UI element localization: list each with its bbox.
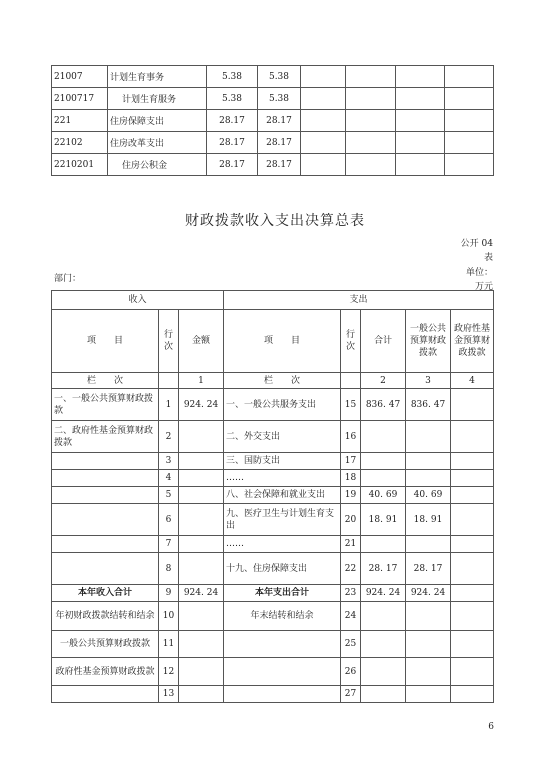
table-row <box>52 421 494 453</box>
empty-cell <box>301 66 346 88</box>
income-row-no: 7 <box>159 536 179 553</box>
table-row <box>52 553 494 585</box>
expense-row-no: 25 <box>341 631 361 658</box>
expense-row-no: 21 <box>341 536 361 553</box>
fund-budget-header: 政府性基金预算财政拨款 <box>451 310 494 373</box>
expense-total <box>361 453 406 470</box>
table-row <box>52 602 494 631</box>
top-table-row <box>52 132 494 154</box>
category-name: 计划生育服务 <box>108 88 207 110</box>
expense-item <box>224 658 341 686</box>
expense-row-no: 17 <box>341 453 361 470</box>
income-row-no: 5 <box>159 487 179 504</box>
expense-total <box>361 631 406 658</box>
expense-row-no: 24 <box>341 602 361 631</box>
expense-fund <box>451 421 494 453</box>
unit-value: 万元 <box>474 282 493 292</box>
amount-basic: 28.17 <box>258 132 301 154</box>
income-item <box>52 686 159 703</box>
income-amount <box>179 536 224 553</box>
income-row-no: 11 <box>159 631 179 658</box>
table-row <box>52 585 494 602</box>
empty-cell <box>396 88 445 110</box>
table-row <box>52 504 494 536</box>
amount-total: 5.38 <box>207 88 258 110</box>
income-item <box>52 453 159 470</box>
expense-general <box>406 421 451 453</box>
expense-total <box>361 658 406 686</box>
expense-general <box>406 536 451 553</box>
expense-general <box>406 658 451 686</box>
expense-item: 本年支出合计 <box>224 585 341 602</box>
empty-cell <box>445 88 494 110</box>
amount-total: 28.17 <box>207 132 258 154</box>
column-blank-2 <box>341 373 361 389</box>
expense-total: 836. 47 <box>361 389 406 421</box>
income-amount: 924. 24 <box>179 389 224 421</box>
row-no-header: 行次 <box>159 310 179 373</box>
category-code: 22102 <box>52 132 108 154</box>
income-amount <box>179 602 224 631</box>
empty-cell <box>396 110 445 132</box>
empty-cell <box>346 66 396 88</box>
expense-total <box>361 602 406 631</box>
empty-cell <box>346 154 396 176</box>
income-item: 一、一般公共预算财政拨款 <box>52 389 159 421</box>
income-row-no: 12 <box>159 658 179 686</box>
empty-cell <box>396 66 445 88</box>
expense-row-no: 16 <box>341 421 361 453</box>
income-amount <box>179 453 224 470</box>
income-row-no: 10 <box>159 602 179 631</box>
column-number-row <box>52 373 494 389</box>
expense-fund <box>451 553 494 585</box>
column-label-right: 栏 次 <box>224 373 341 389</box>
header-row-columns <box>52 310 494 373</box>
income-row-no: 8 <box>159 553 179 585</box>
expense-general <box>406 686 451 703</box>
income-amount <box>179 686 224 703</box>
category-code: 21007 <box>52 66 108 88</box>
top-table-row <box>52 154 494 176</box>
income-row-no: 1 <box>159 389 179 421</box>
empty-cell <box>396 154 445 176</box>
expense-item: 二、外交支出 <box>224 421 341 453</box>
income-item: 年初财政拨款结转和结余 <box>52 602 159 631</box>
expense-fund <box>451 658 494 686</box>
expense-total <box>361 686 406 703</box>
category-name: 住房改革支出 <box>108 132 207 154</box>
expense-row-no: 19 <box>341 487 361 504</box>
column-number-2: 2 <box>361 373 406 389</box>
department-label: 部门： <box>54 274 82 284</box>
table-row <box>52 631 494 658</box>
page-number: 6 <box>488 722 494 732</box>
top-table-row <box>52 66 494 88</box>
empty-cell <box>445 66 494 88</box>
expense-fund <box>451 504 494 536</box>
expense-item: …… <box>224 470 341 487</box>
summary-table <box>51 290 494 703</box>
category-name: 住房保障支出 <box>108 110 207 132</box>
form-code-suffix: 表 <box>483 253 493 263</box>
top-table-row <box>52 88 494 110</box>
income-amount <box>179 487 224 504</box>
table-row <box>52 453 494 470</box>
income-amount: 924. 24 <box>179 585 224 602</box>
expense-item <box>224 631 341 658</box>
expense-item: 八、社会保障和就业支出 <box>224 487 341 504</box>
expense-general: 18. 91 <box>406 504 451 536</box>
expense-item: 三、国防支出 <box>224 453 341 470</box>
top-table-row <box>52 110 494 132</box>
column-label-left: 栏 次 <box>52 373 159 389</box>
income-item <box>52 470 159 487</box>
income-amount <box>179 504 224 536</box>
empty-cell <box>445 132 494 154</box>
amount-basic: 5.38 <box>258 88 301 110</box>
expense-fund <box>451 487 494 504</box>
table-row <box>52 389 494 421</box>
expense-general <box>406 631 451 658</box>
expense-total: 18. 91 <box>361 504 406 536</box>
expense-general: 924. 24 <box>406 585 451 602</box>
expense-item: 一、一般公共服务支出 <box>224 389 341 421</box>
empty-cell <box>445 110 494 132</box>
income-row-no: 9 <box>159 585 179 602</box>
column-blank <box>159 373 179 389</box>
empty-cell <box>301 154 346 176</box>
amount-total: 5.38 <box>207 66 258 88</box>
income-item <box>52 504 159 536</box>
column-number-3: 3 <box>406 373 451 389</box>
income-item: 本年收入合计 <box>52 585 159 602</box>
income-item: 二、政府性基金预算财政拨款 <box>52 421 159 453</box>
expense-total <box>361 421 406 453</box>
expense-general <box>406 602 451 631</box>
category-code: 2100717 <box>52 88 108 110</box>
expense-general <box>406 453 451 470</box>
expense-total <box>361 470 406 487</box>
empty-cell <box>346 110 396 132</box>
income-row-no: 3 <box>159 453 179 470</box>
expense-fund <box>451 686 494 703</box>
expense-item: 年末结转和结余 <box>224 602 341 631</box>
total-header: 合计 <box>361 310 406 373</box>
table-row <box>52 470 494 487</box>
empty-cell <box>346 132 396 154</box>
page-title: 财政拨款收入支出决算总表 <box>185 213 365 229</box>
expense-total: 924. 24 <box>361 585 406 602</box>
expense-fund <box>451 631 494 658</box>
expense-item: …… <box>224 536 341 553</box>
category-code: 2210201 <box>52 154 108 176</box>
expense-fund <box>451 602 494 631</box>
income-item: 一般公共预算财政拨款 <box>52 631 159 658</box>
empty-cell <box>396 132 445 154</box>
empty-cell <box>445 154 494 176</box>
expense-general: 40. 69 <box>406 487 451 504</box>
expense-total: 40. 69 <box>361 487 406 504</box>
expense-total <box>361 536 406 553</box>
expense-row-no: 15 <box>341 389 361 421</box>
expense-fund <box>451 453 494 470</box>
amount-basic: 5.38 <box>258 66 301 88</box>
income-amount <box>179 658 224 686</box>
table-row <box>52 686 494 703</box>
expense-row-no: 20 <box>341 504 361 536</box>
expense-general: 28. 17 <box>406 553 451 585</box>
amount-header: 金额 <box>179 310 224 373</box>
amount-total: 28.17 <box>207 110 258 132</box>
expense-item <box>224 686 341 703</box>
income-header: 收入 <box>52 291 224 310</box>
expense-fund <box>451 585 494 602</box>
table-row <box>52 487 494 504</box>
income-row-no: 4 <box>159 470 179 487</box>
header-row-sections <box>52 291 494 310</box>
expense-item: 十九、住房保障支出 <box>224 553 341 585</box>
table-row <box>52 658 494 686</box>
empty-cell <box>301 132 346 154</box>
expense-total: 28. 17 <box>361 553 406 585</box>
income-amount <box>179 470 224 487</box>
unit-label: 单位： <box>465 268 493 278</box>
item-header: 项 目 <box>52 310 159 373</box>
income-item <box>52 553 159 585</box>
expense-row-no: 22 <box>341 553 361 585</box>
column-number-4: 4 <box>451 373 494 389</box>
empty-cell <box>301 110 346 132</box>
expense-row-no: 18 <box>341 470 361 487</box>
income-amount <box>179 421 224 453</box>
amount-basic: 28.17 <box>258 154 301 176</box>
category-code: 221 <box>52 110 108 132</box>
expense-general: 836. 47 <box>406 389 451 421</box>
category-name: 住房公积金 <box>108 154 207 176</box>
amount-basic: 28.17 <box>258 110 301 132</box>
income-amount <box>179 553 224 585</box>
table-row <box>52 536 494 553</box>
income-item <box>52 536 159 553</box>
category-name: 计划生育事务 <box>108 66 207 88</box>
expense-item: 九、医疗卫生与计划生育支出 <box>224 504 341 536</box>
general-budget-header: 一般公共预算财政拨款 <box>406 310 451 373</box>
amount-total: 28.17 <box>207 154 258 176</box>
column-number-1: 1 <box>179 373 224 389</box>
item-header-2: 项 目 <box>224 310 341 373</box>
empty-cell <box>301 88 346 110</box>
income-row-no: 13 <box>159 686 179 703</box>
expense-fund <box>451 389 494 421</box>
expense-fund <box>451 536 494 553</box>
expense-general <box>406 470 451 487</box>
income-row-no: 6 <box>159 504 179 536</box>
income-item <box>52 487 159 504</box>
form-code: 公开 04 <box>460 239 493 249</box>
top-expense-table <box>51 65 494 176</box>
expense-fund <box>451 470 494 487</box>
income-row-no: 2 <box>159 421 179 453</box>
expense-row-no: 26 <box>341 658 361 686</box>
empty-cell <box>346 88 396 110</box>
income-amount <box>179 631 224 658</box>
expense-row-no: 27 <box>341 686 361 703</box>
row-no-header-2: 行次 <box>341 310 361 373</box>
income-item: 政府性基金预算财政拨款 <box>52 658 159 686</box>
expense-header: 支出 <box>224 291 494 310</box>
expense-row-no: 23 <box>341 585 361 602</box>
